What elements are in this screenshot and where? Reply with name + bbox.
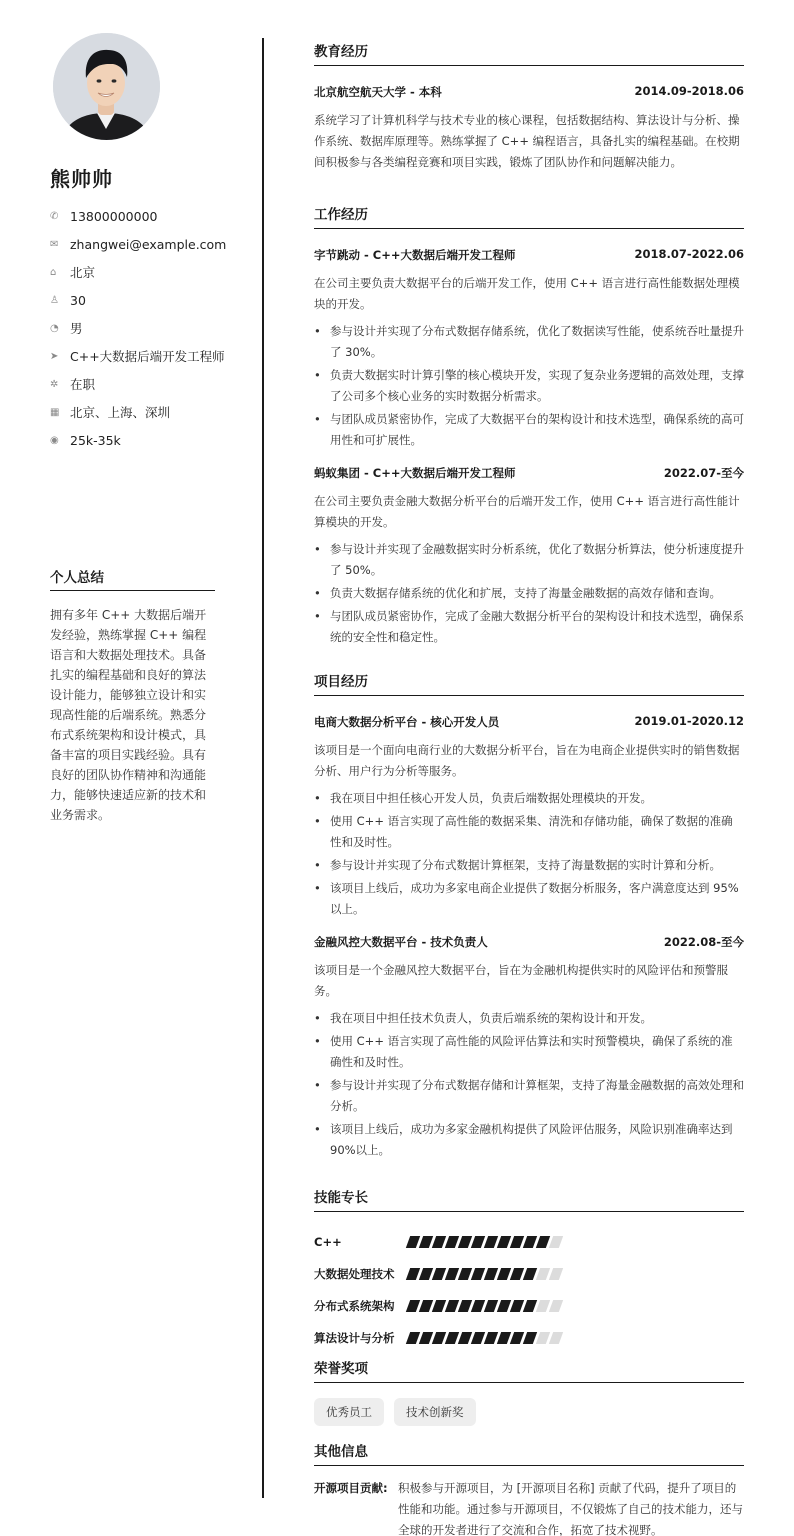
skill-segment-filled (445, 1236, 459, 1248)
education-entry-head (314, 84, 744, 100)
list-item: • 使用 C++ 语言实现了高性能的数据采集、清洗和存储功能，确保了数据的准确性和及时性。 (314, 811, 744, 853)
skill-segment-filled (497, 1332, 511, 1344)
project-date: 2019.01-2020.12 (634, 714, 744, 728)
phone-text: 13800000000 (70, 208, 158, 224)
contact-location (50, 258, 250, 286)
contact-cities (50, 398, 250, 426)
avatar (53, 33, 160, 140)
phone-icon: ✆ (50, 210, 59, 222)
status-text: 在职 (70, 377, 96, 392)
skill-segment-filled (419, 1300, 433, 1312)
projects-section (314, 670, 744, 1163)
list-item: • 参与设计并实现了分布式数据存储系统，优化了数据读写性能，使系统吞吐量提升了 30%。 (314, 321, 744, 363)
list-item: • 与团队成员紧密协作，完成了金融大数据分析平台的架构设计和技术选型，确保系统的安全性和稳定性。 (314, 606, 744, 648)
project-desc: 该项目是一个金融风控大数据平台，旨在为金融机构提供实时的风险评估和预警服务。 (314, 963, 728, 998)
list-item: • 使用 C++ 语言实现了高性能的风险评估算法和实时预警模块，确保了系统的准确性和及时性。 (314, 1031, 744, 1073)
skill-segment-filled (523, 1332, 537, 1344)
email-text: zhangwei@example.com (70, 236, 227, 252)
gender-text: 男 (70, 321, 83, 336)
list-item: • 与团队成员紧密协作，完成了大数据平台的架构设计和技术选型，确保系统的高可用性和可扩展性。 (314, 409, 744, 451)
skill-segment-filled (419, 1332, 433, 1344)
skill-segment-filled (471, 1300, 485, 1312)
contact-age (50, 286, 250, 314)
skill-segment-filled (406, 1332, 420, 1344)
other-value: 积极参与开源项目，为 [开源项目名称] 贡献了代码，提升了项目的性能和功能。通过参与开源项目，不仅锻炼了自己的技术能力，还与全球的开发者进行了交流和合作，拓宽了技术视野。 (398, 1481, 743, 1536)
skill-segment-filled (432, 1268, 446, 1280)
project-entry-head (314, 714, 744, 730)
project-entry-head (314, 934, 744, 950)
skill-level-bar (408, 1268, 561, 1280)
skill-segment-empty (549, 1268, 563, 1280)
city-icon: ▦ (50, 406, 60, 418)
work-title: 工作经历 (314, 203, 744, 229)
skill-segment-filled (523, 1268, 537, 1280)
other-label: 开源项目贡献: (314, 1481, 388, 1495)
work-entry-head (314, 247, 744, 263)
home-icon: ⌂ (50, 266, 57, 278)
education-date: 2014.09-2018.06 (634, 84, 744, 98)
work-section (314, 203, 744, 650)
skill-segment-filled (510, 1236, 524, 1248)
skill-segment-filled (406, 1236, 420, 1248)
skill-segment-filled (445, 1300, 459, 1312)
work-company: 蚂蚁集团 - C++大数据后端开发工程师 (314, 466, 516, 480)
skill-segment-filled (484, 1268, 498, 1280)
work-company: 字节跳动 - C++大数据后端开发工程师 (314, 248, 516, 262)
location-text: 北京 (70, 265, 96, 280)
other-title: 其他信息 (314, 1440, 744, 1466)
skill-segment-filled (419, 1236, 433, 1248)
skill-level-bar (408, 1300, 561, 1312)
work-bullets (314, 321, 744, 451)
skill-level-bar (408, 1236, 561, 1248)
skill-segment-filled (406, 1268, 420, 1280)
project-desc: 该项目是一个面向电商行业的大数据分析平台，旨在为电商企业提供实时的销售数据分析、用户行为分析等服务。 (314, 743, 740, 778)
list-item: • 参与设计并实现了分布式数据存储和计算框架，支持了海量金融数据的高效处理和分析。 (314, 1075, 744, 1117)
skill-segment-filled (497, 1268, 511, 1280)
project-date: 2022.08-至今 (663, 935, 744, 949)
list-item: • 参与设计并实现了金融数据实时分析系统，优化了数据分析算法，使分析速度提升了 50%。 (314, 539, 744, 581)
work-desc: 在公司主要负责大数据平台的后端开发工作，使用 C++ 语言进行高性能数据处理模块的开发。 (314, 276, 740, 311)
skill-segment-filled (484, 1332, 498, 1344)
education-title: 教育经历 (314, 40, 744, 66)
skill-segment-filled (471, 1236, 485, 1248)
list-item: • 我在项目中担任核心开发人员，负责后端数据处理模块的开发。 (314, 788, 744, 809)
projects-title: 项目经历 (314, 670, 744, 696)
summary-text: 拥有多年 C++ 大数据后端开发经验，熟练掌握 C++ 编程语言和大数据处理技术。具备扎实的编程基础和良好的算法设计能力，能够独立设计和实现高性能的后端系统。熟悉分布式系统架构和设计模式，具备丰富的项目实践经验。具有良好的团队协作精神和沟通能力，能够快速适应新的技术和业务需求。 (50, 608, 207, 822)
skill-segment-filled (523, 1300, 537, 1312)
job-icon: ➤ (50, 350, 59, 362)
work-date: 2018.07-2022.06 (634, 247, 744, 261)
skill-row (314, 1290, 744, 1322)
honor-tag: 技术创新奖 (394, 1398, 476, 1426)
project-bullets (314, 788, 744, 920)
project-name: 电商大数据分析平台 - 核心开发人员 (314, 715, 500, 729)
skill-segment-empty (536, 1332, 550, 1344)
skill-row (314, 1322, 744, 1354)
skill-segment-filled (536, 1236, 550, 1248)
skill-segment-filled (445, 1268, 459, 1280)
list-item: • 负责大数据存储系统的优化和扩展，支持了海量金融数据的高效存储和查询。 (314, 583, 744, 604)
skill-segment-filled (432, 1236, 446, 1248)
skill-name: 算法设计与分析 (314, 1331, 395, 1345)
contact-job (50, 342, 250, 370)
other-section (314, 1440, 744, 1536)
skill-segment-filled (432, 1332, 446, 1344)
skill-segment-filled (497, 1300, 511, 1312)
contact-salary (50, 426, 250, 454)
salary-text: 25k-35k (70, 432, 121, 448)
work-bullets (314, 539, 744, 648)
avatar-portrait-image (53, 33, 160, 140)
salary-icon: ◉ (50, 434, 59, 446)
skill-segment-filled (523, 1236, 537, 1248)
work-desc: 在公司主要负责金融大数据分析平台的后端开发工作，使用 C++ 语言进行高性能计算模块的开发。 (314, 494, 740, 529)
skill-segment-filled (510, 1332, 524, 1344)
skill-name: C++ (314, 1235, 342, 1249)
status-icon: ✲ (50, 378, 59, 390)
list-item: • 该项目上线后，成功为多家电商企业提供了数据分析服务，客户满意度达到 95%以上。 (314, 878, 744, 920)
other-row (314, 1478, 744, 1536)
skill-segment-filled (458, 1332, 472, 1344)
skill-segment-filled (458, 1268, 472, 1280)
skill-segment-empty (536, 1268, 550, 1280)
skill-segment-filled (445, 1332, 459, 1344)
age-icon: ♙ (50, 294, 59, 306)
skill-segment-filled (497, 1236, 511, 1248)
contact-gender (50, 314, 250, 342)
honors-section (314, 1357, 744, 1426)
skills-title: 技能专长 (314, 1186, 744, 1212)
skill-segment-empty (549, 1332, 563, 1344)
honors-title: 荣誉奖项 (314, 1357, 744, 1383)
skill-segment-filled (471, 1268, 485, 1280)
skill-segment-filled (484, 1300, 498, 1312)
skill-segment-filled (510, 1300, 524, 1312)
skill-segment-filled (458, 1300, 472, 1312)
honors-tags (314, 1398, 744, 1426)
contact-email (50, 230, 250, 258)
skill-segment-filled (458, 1236, 472, 1248)
skill-name: 分布式系统架构 (314, 1299, 395, 1313)
contact-list (50, 202, 250, 454)
education-desc: 系统学习了计算机科学与技术专业的核心课程，包括数据结构、算法设计与分析、操作系统、数据库原理等。熟练掌握了 C++ 编程语言，具备扎实的编程基础。在校期间积极参与各类编程竞赛和项目实践，锻炼了团队协作和问题解决能力。 (314, 113, 740, 169)
email-icon: ✉ (50, 238, 59, 250)
age-text: 30 (70, 292, 86, 308)
skill-name: 大数据处理技术 (314, 1267, 395, 1281)
skill-segment-empty (549, 1300, 563, 1312)
skill-segment-filled (419, 1268, 433, 1280)
contact-phone (50, 202, 250, 230)
candidate-name: 熊帅帅 (50, 167, 113, 191)
contact-status (50, 370, 250, 398)
project-bullets (314, 1008, 744, 1161)
list-item: • 负责大数据实时计算引擎的核心模块开发，实现了复杂业务逻辑的高效处理，支撑了公司多个核心业务的实时数据分析需求。 (314, 365, 744, 407)
skill-level-bar (408, 1332, 561, 1344)
skill-row (314, 1258, 744, 1290)
skills-section (314, 1186, 744, 1354)
summary-title: 个人总结 (50, 566, 215, 591)
cities-text: 北京、上海、深圳 (70, 405, 171, 420)
vertical-divider (262, 38, 264, 1498)
skill-segment-filled (432, 1300, 446, 1312)
job-text: C++大数据后端开发工程师 (70, 349, 225, 364)
skills-list (314, 1226, 744, 1354)
list-item: • 参与设计并实现了分布式数据计算框架，支持了海量数据的实时计算和分析。 (314, 855, 744, 876)
project-name: 金融风控大数据平台 - 技术负责人 (314, 935, 488, 949)
education-school: 北京航空航天大学 - 本科 (314, 85, 442, 99)
list-item: • 我在项目中担任技术负责人，负责后端系统的架构设计和开发。 (314, 1008, 744, 1029)
skill-segment-empty (536, 1300, 550, 1312)
skill-row (314, 1226, 744, 1258)
skill-segment-filled (510, 1268, 524, 1280)
skill-segment-filled (406, 1300, 420, 1312)
honor-tag: 优秀员工 (314, 1398, 384, 1426)
work-date: 2022.07-至今 (663, 466, 744, 480)
gender-icon: ◔ (50, 322, 59, 334)
list-item: • 该项目上线后，成功为多家金融机构提供了风险评估服务，风险识别准确率达到 90%以上。 (314, 1119, 744, 1161)
work-entry-head (314, 465, 744, 481)
skill-segment-empty (549, 1236, 563, 1248)
skill-segment-filled (484, 1236, 498, 1248)
education-section (314, 40, 744, 173)
summary-section (50, 566, 215, 825)
skill-segment-filled (471, 1332, 485, 1344)
sidebar (0, 0, 262, 1536)
